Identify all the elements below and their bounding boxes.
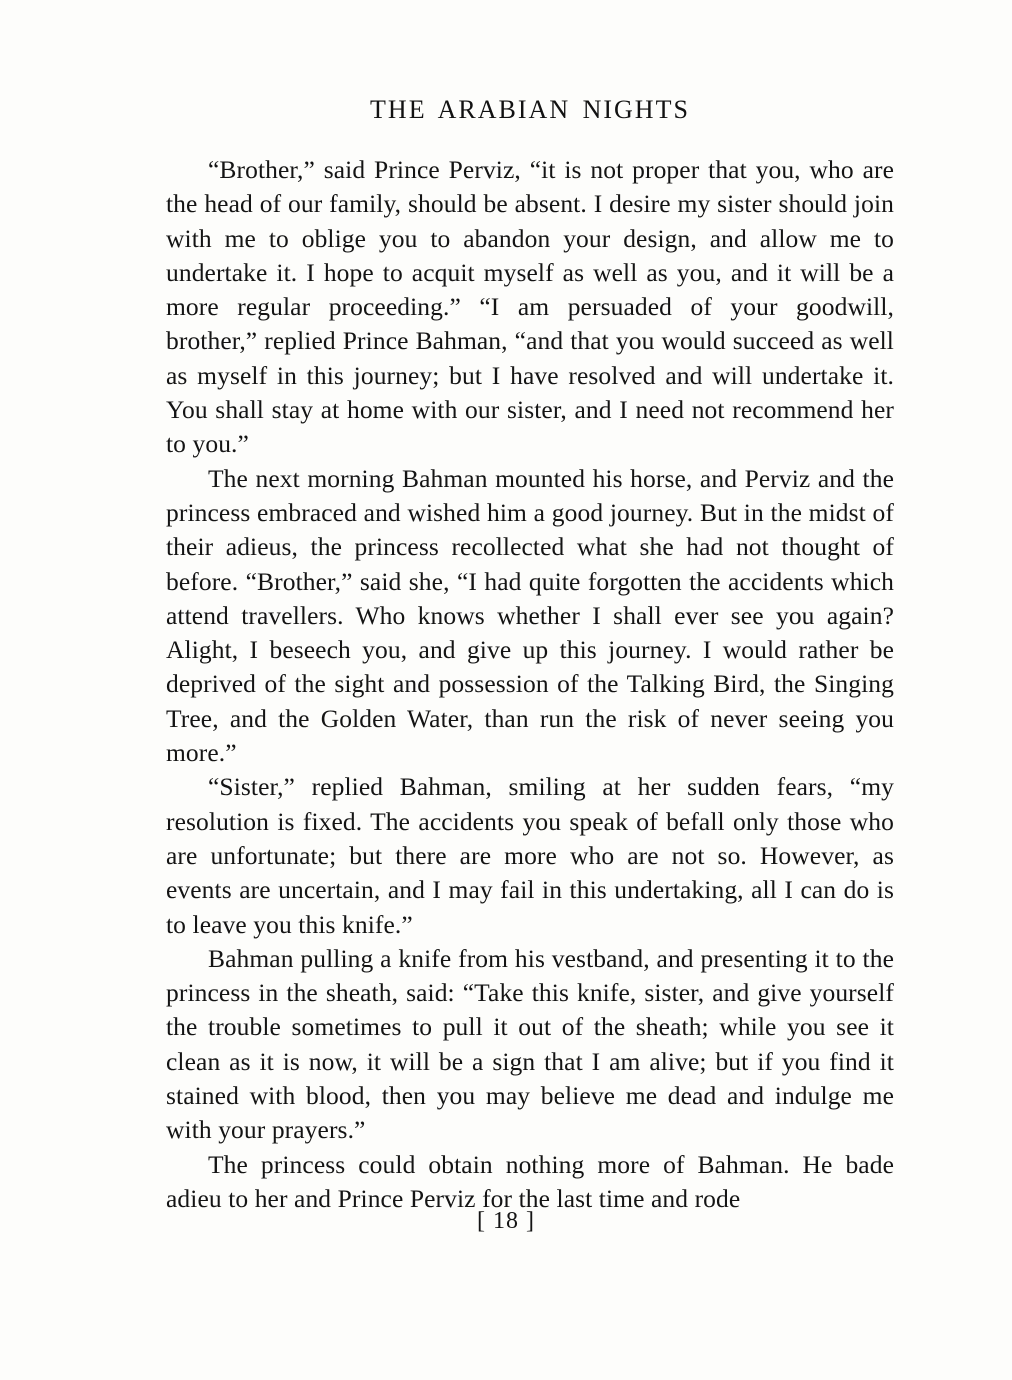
paragraph: “Brother,” said Prince Perviz, “it is not proper that you, who are the head of our family, should be absent. I desire my sister should join with me to oblige you to abandon your design, and allow me to undertake it. I hope to acquit myself as well as you, and it will be a more regular proceeding.” “I am persuaded of your goodwill, brother,” replied Prince Bahman, “and that you would succeed as well as myself in this journey; but I have resolved and will undertake it. You shall stay at home with our sister, and I need not recommend her to you.” [166, 155, 894, 459]
page-number: [ 18 ] [477, 1208, 535, 1234]
page-text-block [166, 95, 894, 1216]
paragraph: The princess could obtain nothing more of Bahman. He bade adieu to her and Prince Perviz for the last time and rode [166, 1149, 894, 1213]
body-text [166, 153, 894, 1216]
paragraph: Bahman pulling a knife from his vestband, and presenting it to the princess in the sheath, said: “Take this knife, sister, and give yourself the trouble sometimes to pull it out of the sheath; while you see it clean as it is now, it will be a sign that I am alive; but if you find it stained with blood, then you may believe me dead and indulge me with your prayers.” [166, 943, 894, 1145]
paragraph: “Sister,” replied Bahman, smiling at her sudden fears, “my resolution is fixed. The accidents you speak of befall only those who are unfortunate; but there are more who are not so. However, as events are uncertain, and I may fail in this undertaking, all I can do is to leave you this knife.” [166, 772, 894, 939]
paragraph: The next morning Bahman mounted his horse, and Perviz and the princess embraced and wished him a good journey. But in the midst of their adieus, the princess recollected what she had not thought of before. “Brother,” said she, “I had quite forgotten the accidents which attend travellers. Who knows whether I shall ever see you again? Alight, I beseech you, and give up this journey. I would rather be deprived of the sight and possession of the Talking Bird, the Singing Tree, and the Golden Water, than run the risk of never seeing you more.” [166, 463, 894, 768]
running-head: THE ARABIAN NIGHTS [370, 95, 690, 124]
